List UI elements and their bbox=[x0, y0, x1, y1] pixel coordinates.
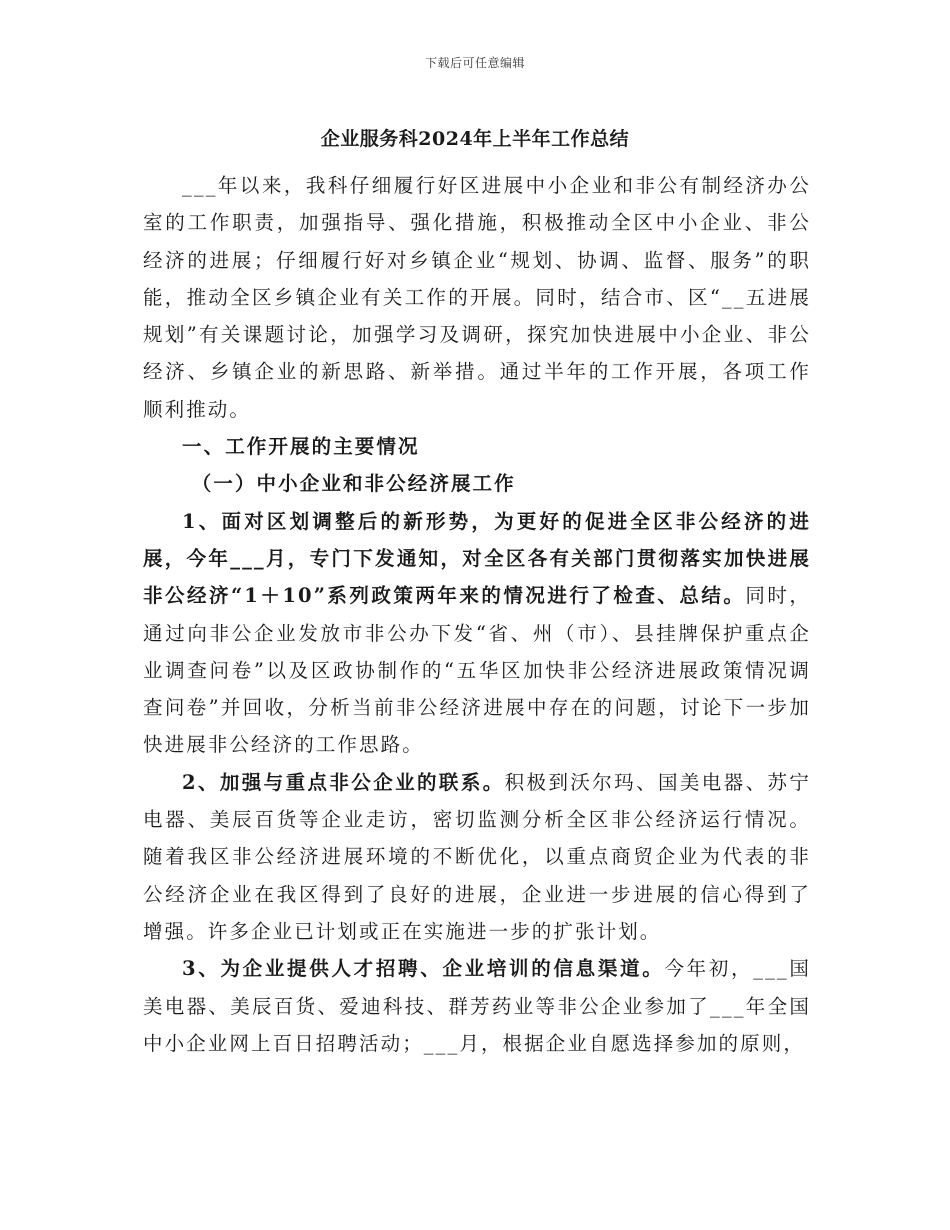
document-body bbox=[143, 167, 811, 1062]
item-lead-1: 1、面对区划调整后的新形势，为更好的促进全区非公经济的进展，今年___月，专门下发通知，对全区各有关部门贯彻落实加快进展非公经济“1＋10”系列政策两年来的情况进行了检查、总结。 bbox=[143, 509, 811, 608]
item-lead-3: 3、为企业提供人才招聘、企业培训的信息渠道。 bbox=[182, 957, 665, 981]
item-paragraph-2 bbox=[143, 764, 811, 950]
document-title: 企业服务科2024年上半年工作总结 bbox=[320, 128, 630, 150]
subsection-heading: （一）中小企业和非公经济展工作 bbox=[191, 472, 516, 496]
item-paragraph-3 bbox=[143, 950, 811, 1062]
item-paragraph-1 bbox=[143, 503, 811, 764]
item-body-3: 今年初，___国美电器、美辰百货、爱迪科技、群芳药业等非公企业参加了___年全国中小企业网上百日招聘活动；___月，根据企业自愿选择参加的原则， bbox=[143, 957, 811, 1055]
item-lead-2: 2、加强与重点非公企业的联系。 bbox=[182, 770, 505, 794]
intro-paragraph: ___年以来，我科仔细履行好区进展中小企业和非公有制经济办公室的工作职责，加强指导、强化措施，积极推动全区中小企业、非公经济的进展；仔细履行好对乡镇企业“规划、协调、监督、服务”的职能，推动全区乡镇企业有关工作的开展。同时，结合市、区“__五进展规划”有关课题讨论，加强学习及调研，探究加快进展中小企业、非公经济、乡镇企业的新思路、新举措。通过半年的工作开展，各项工作顺利推动。 bbox=[143, 174, 811, 421]
item-body-1: 同时，通过向非公企业发放市非公办下发“省、州（市）、县挂牌保护重点企业调查问卷”以及区政协制作的“五华区加快非公经济进展政策情况调查问卷”并回收，分析当前非公经济进展中存在的问题，讨论下一步加快进展非公经济的工作思路。 bbox=[143, 584, 811, 757]
page-header-note: 下载后可任意编辑 bbox=[424, 56, 525, 70]
item-body-2: 积极到沃尔玛、国美电器、苏宁电器、美辰百货等企业走访，密切监测分析全区非公经济运行情况。随着我区非公经济进展环境的不断优化，以重点商贸企业为代表的非公经济企业在我区得到了良好的进展，企业进一步进展的信心得到了增强。许多企业已计划或正在实施进一步的扩张计划。 bbox=[143, 770, 811, 943]
section-heading: 一、工作开展的主要情况 bbox=[182, 435, 420, 459]
